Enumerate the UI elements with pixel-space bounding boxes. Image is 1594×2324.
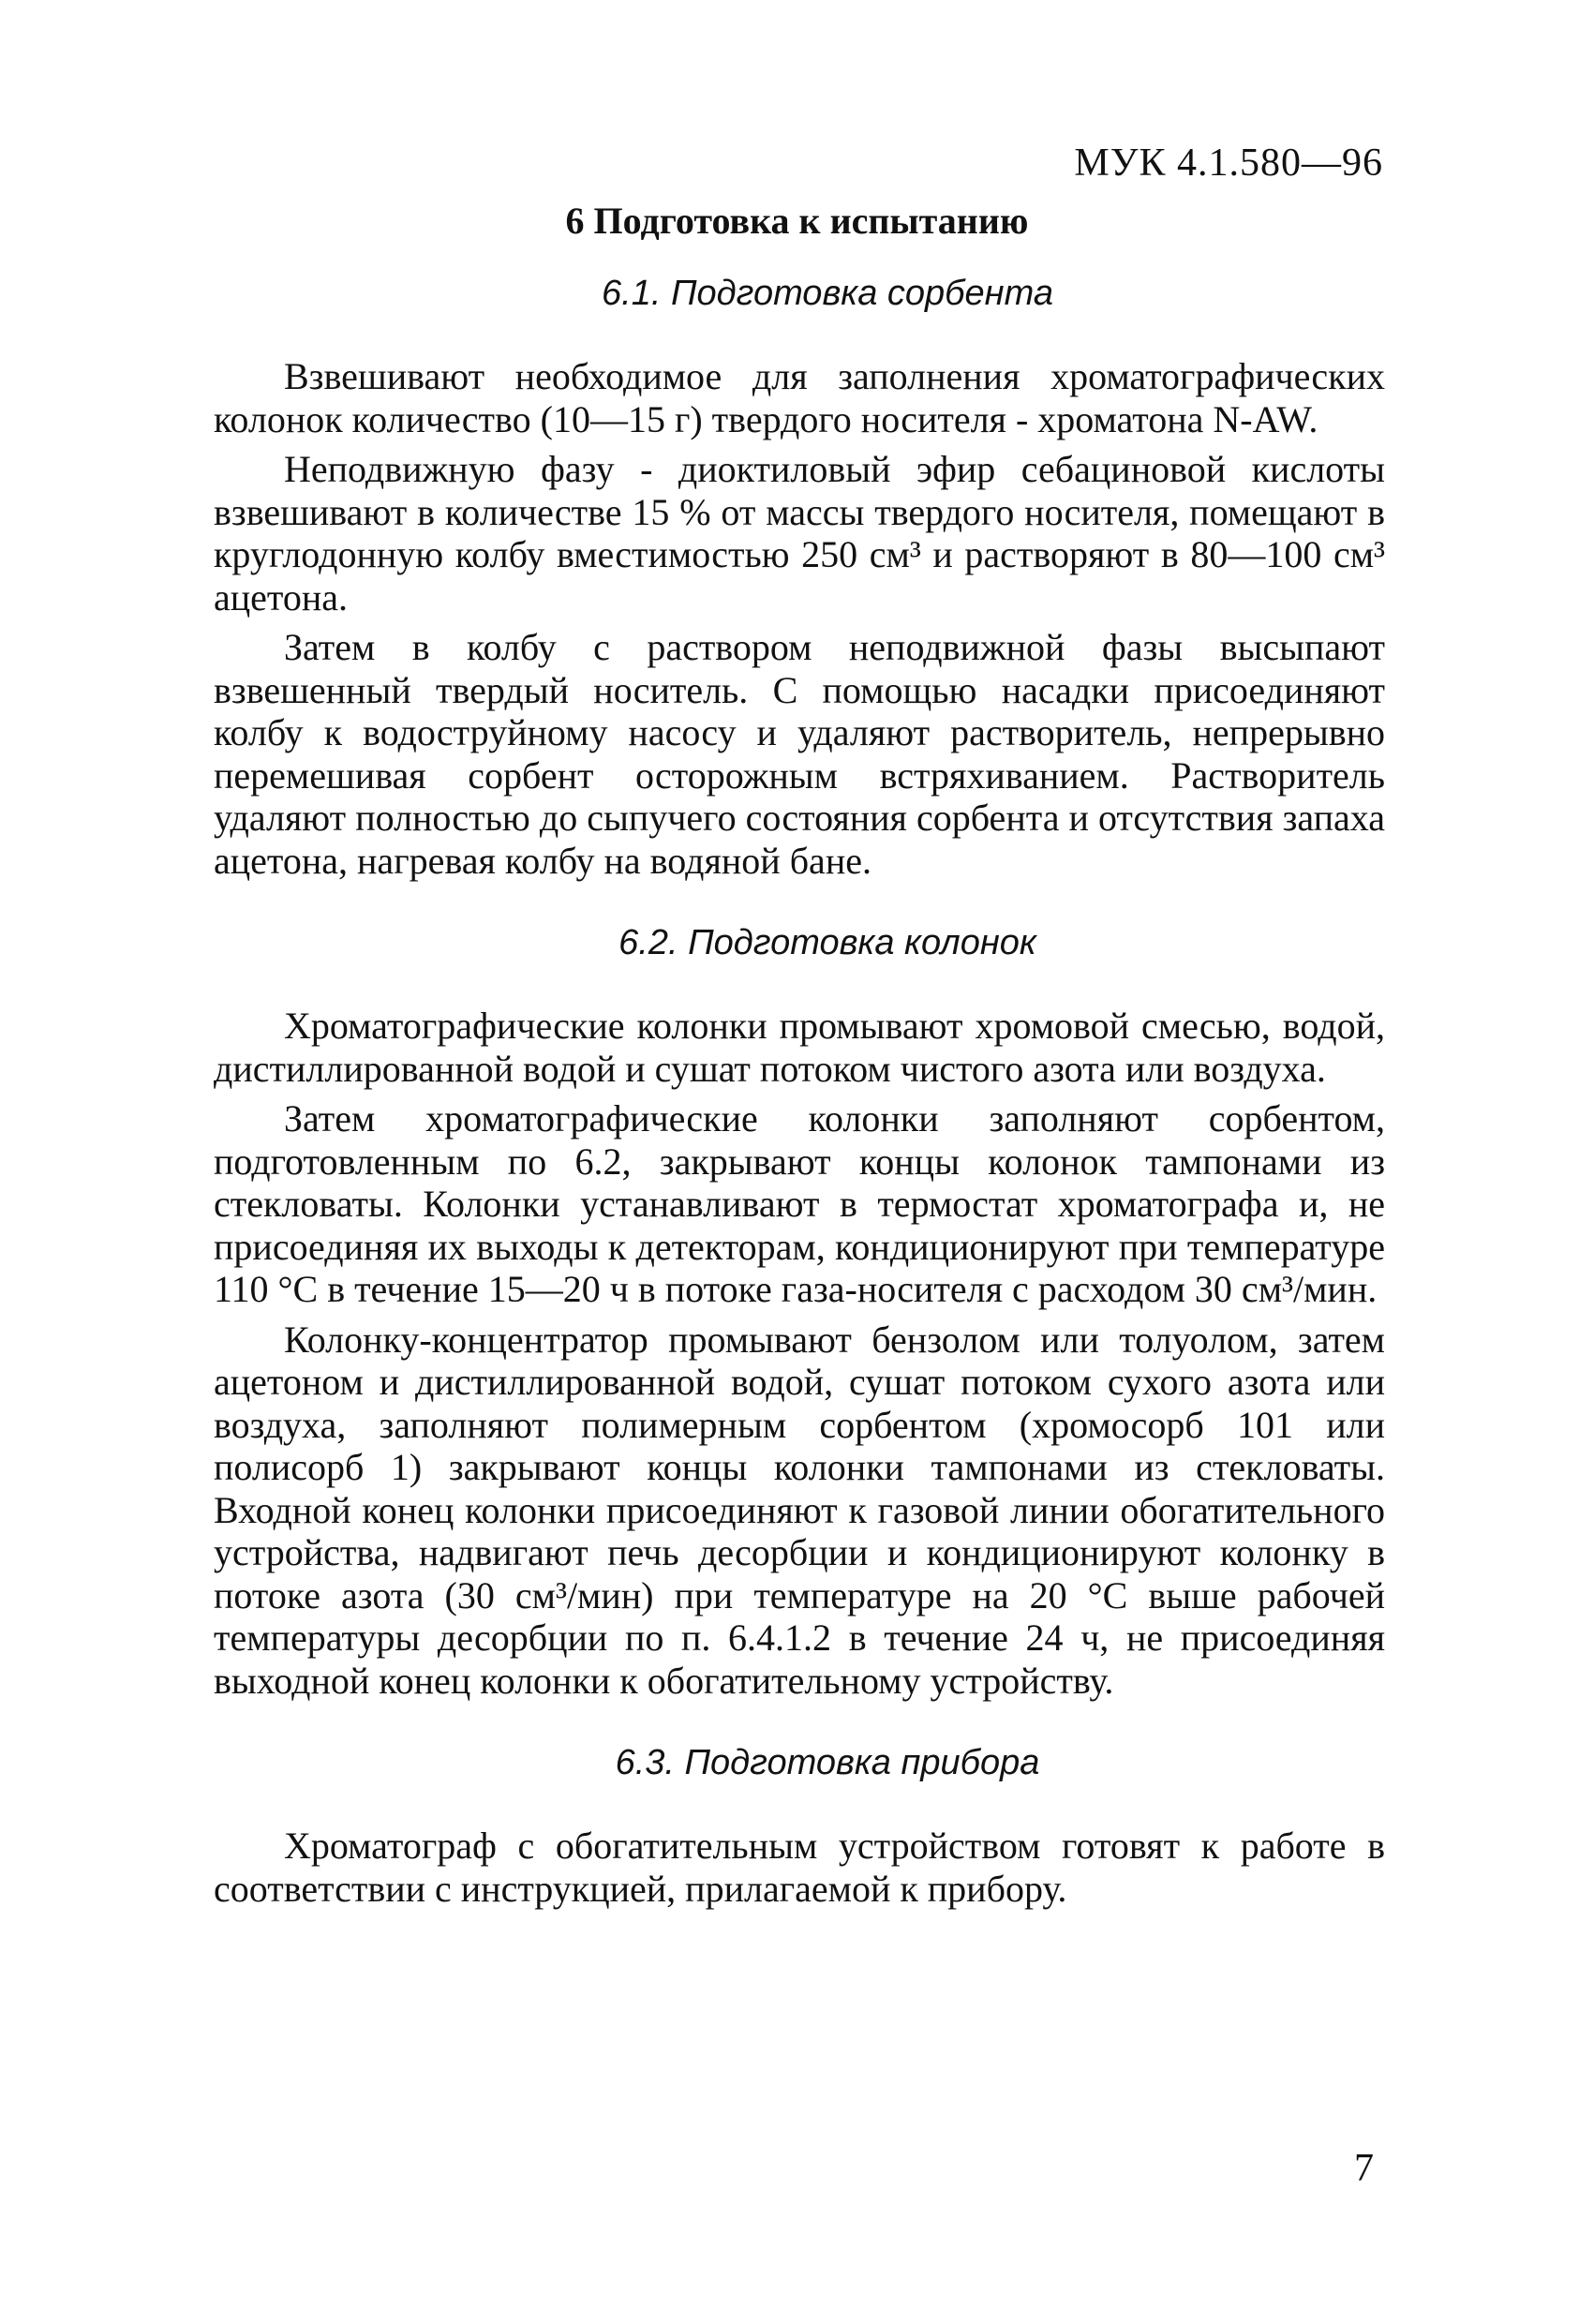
page-number: 7 xyxy=(1354,2147,1374,2190)
paragraph: Затем в колбу с раствором неподвижной фазы высыпают взвешенный твердый носитель. С помощью насадки присоединяют колбу к водоструйному насосу и удаляют растворитель, непрерывно перемешивая сорбент осторожным встряхиванием. Растворитель удаляют полностью до сыпучего состояния сорбента и отсутствия запаха ацетона, нагревая колбу на водяной бане. xyxy=(214,626,1385,882)
paragraph: Взвешивают необходимое для заполнения хроматографических колонок количество (10—15 г) твердого носителя - хроматона N-AW. xyxy=(214,355,1385,440)
paragraph: Неподвижную фазу - диоктиловый эфир себациновой кислоты взвешивают в количестве 15 % от массы твердого носителя, помещают в круглодонную колбу вместимостью 250 см³ и растворяют в 80—100 см³ ацетона. xyxy=(214,448,1385,618)
paragraph: Хроматограф с обогатительным устройством готовят к работе в соответствии с инструкцией, прилагаемой к прибору. xyxy=(214,1825,1385,1910)
paragraph: Колонку-концентратор промывают бензолом или толуолом, затем ацетоном и дистиллированной водой, сушат потоком сухого азота или воздуха, заполняют полимерным сорбентом (хромосорб 101 или полисорб 1) закрывают концы колонки тампонами из стекловаты. Входной конец колонки присоединяют к газовой линии обогатительного устройства, надвигают печь десорбции и кондиционируют колонку в потоке азота (30 см³/мин) при температуре на 20 °С выше рабочей температуры десорбции по п. 6.4.1.2 в течение 24 ч, не присоединяя выходной конец колонки к обогатительному устройству. xyxy=(214,1318,1385,1702)
subsection-heading-6-3: 6.3. Подготовка прибора xyxy=(615,1743,1040,1782)
paragraph: Хроматографические колонки промывают хромовой смесью, водой, дистиллированной водой и сушат потоком чистого азота или воздуха. xyxy=(214,1005,1385,1090)
subsection-heading-6-2: 6.2. Подготовка колонок xyxy=(618,923,1036,962)
document-body xyxy=(214,274,1385,1917)
section-title: 6 Подготовка к испытанию xyxy=(565,200,1029,242)
subsection-heading-6-1: 6.1. Подготовка сорбента xyxy=(602,274,1053,313)
document-code: МУК 4.1.580—96 xyxy=(1074,142,1383,185)
paragraph: Затем хроматографические колонки заполняют сорбентом, подготовленным по 6.2, закрывают концы колонок тампонами из стекловаты. Колонки устанавливают в термостат хроматографа и, не присоединяя их выходы к детекторам, кондиционируют при температуре 110 °С в течение 15—20 ч в потоке газа-носителя с расходом 30 см³/мин. xyxy=(214,1097,1385,1310)
